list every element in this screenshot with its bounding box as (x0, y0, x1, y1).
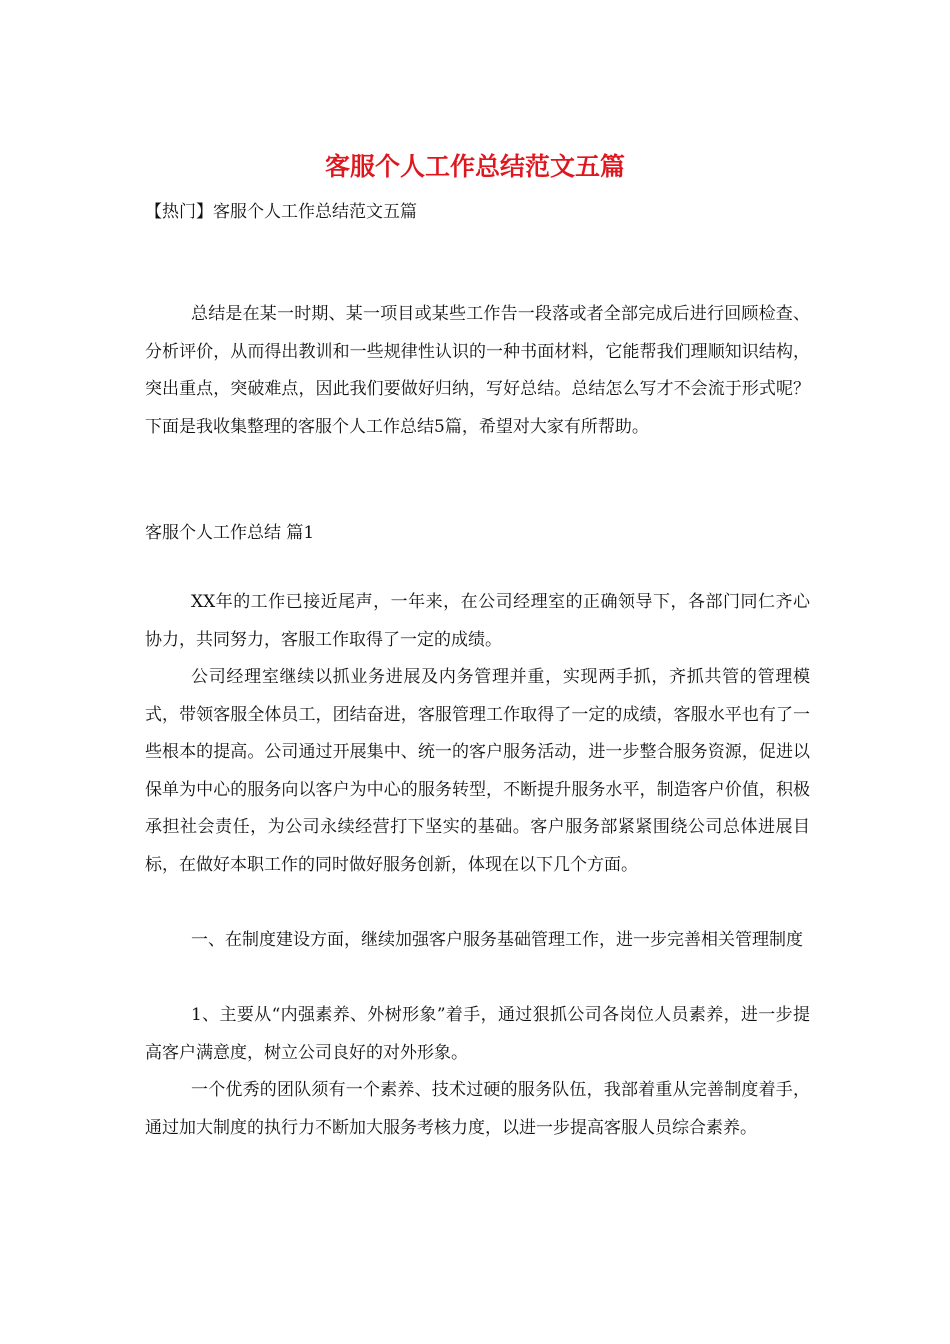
body-paragraph-5: 一个优秀的团队须有一个素养、技术过硬的服务队伍，我部着重从完善制度着手，通过加大制度的执行力不断加大服务考核力度，以进一步提高客服人员综合素养。 (145, 1080, 810, 1138)
document-subtitle: 【热门】客服个人工作总结范文五篇 (145, 202, 417, 222)
body-paragraph-3: 一、在制度建设方面，继续加强客户服务基础管理工作，进一步完善相关管理制度 (191, 930, 803, 950)
body-paragraph-4: 1、主要从“内强素养、外树形象”着手，通过狠抓公司各岗位人员素养，进一步提高客户满意度，树立公司良好的对外形象。 (145, 1005, 810, 1063)
section-heading: 客服个人工作总结 篇1 (145, 523, 315, 543)
body-paragraph-2: 公司经理室继续以抓业务进展及内务管理并重，实现两手抓，齐抓共管的管理模式，带领客服全体员工，团结奋进，客服管理工作取得了一定的成绩，客服水平也有了一些根本的提高。公司通过开展集中、统一的客户服务活动，进一步整合服务资源，促进以保单为中心的服务向以客户为中心的服务转型，不断提升服务水平，制造客户价值，积极承担社会责任，为公司永续经营打下坚实的基础。客户服务部紧紧围绕公司总体进展目标，在做好本职工作的同时做好服务创新，体现在以下几个方面。 (145, 667, 810, 875)
intro-paragraph: 总结是在某一时期、某一项目或某些工作告一段落或者全部完成后进行回顾检查、分析评价，从而得出教训和一些规律性认识的一种书面材料，它能帮我们理顺知识结构，突出重点，突破难点，因此我们要做好归纳，写好总结。总结怎么写才不会流于形式呢？下面是我收集整理的客服个人工作总结5篇，希望对大家有所帮助。 (145, 304, 810, 437)
document-title: 客服个人工作总结范文五篇 (324, 152, 625, 181)
body-paragraph-1: XX年的工作已接近尾声，一年来，在公司经理室的正确领导下，各部门同仁齐心协力，共同努力，客服工作取得了一定的成绩。 (145, 592, 810, 650)
